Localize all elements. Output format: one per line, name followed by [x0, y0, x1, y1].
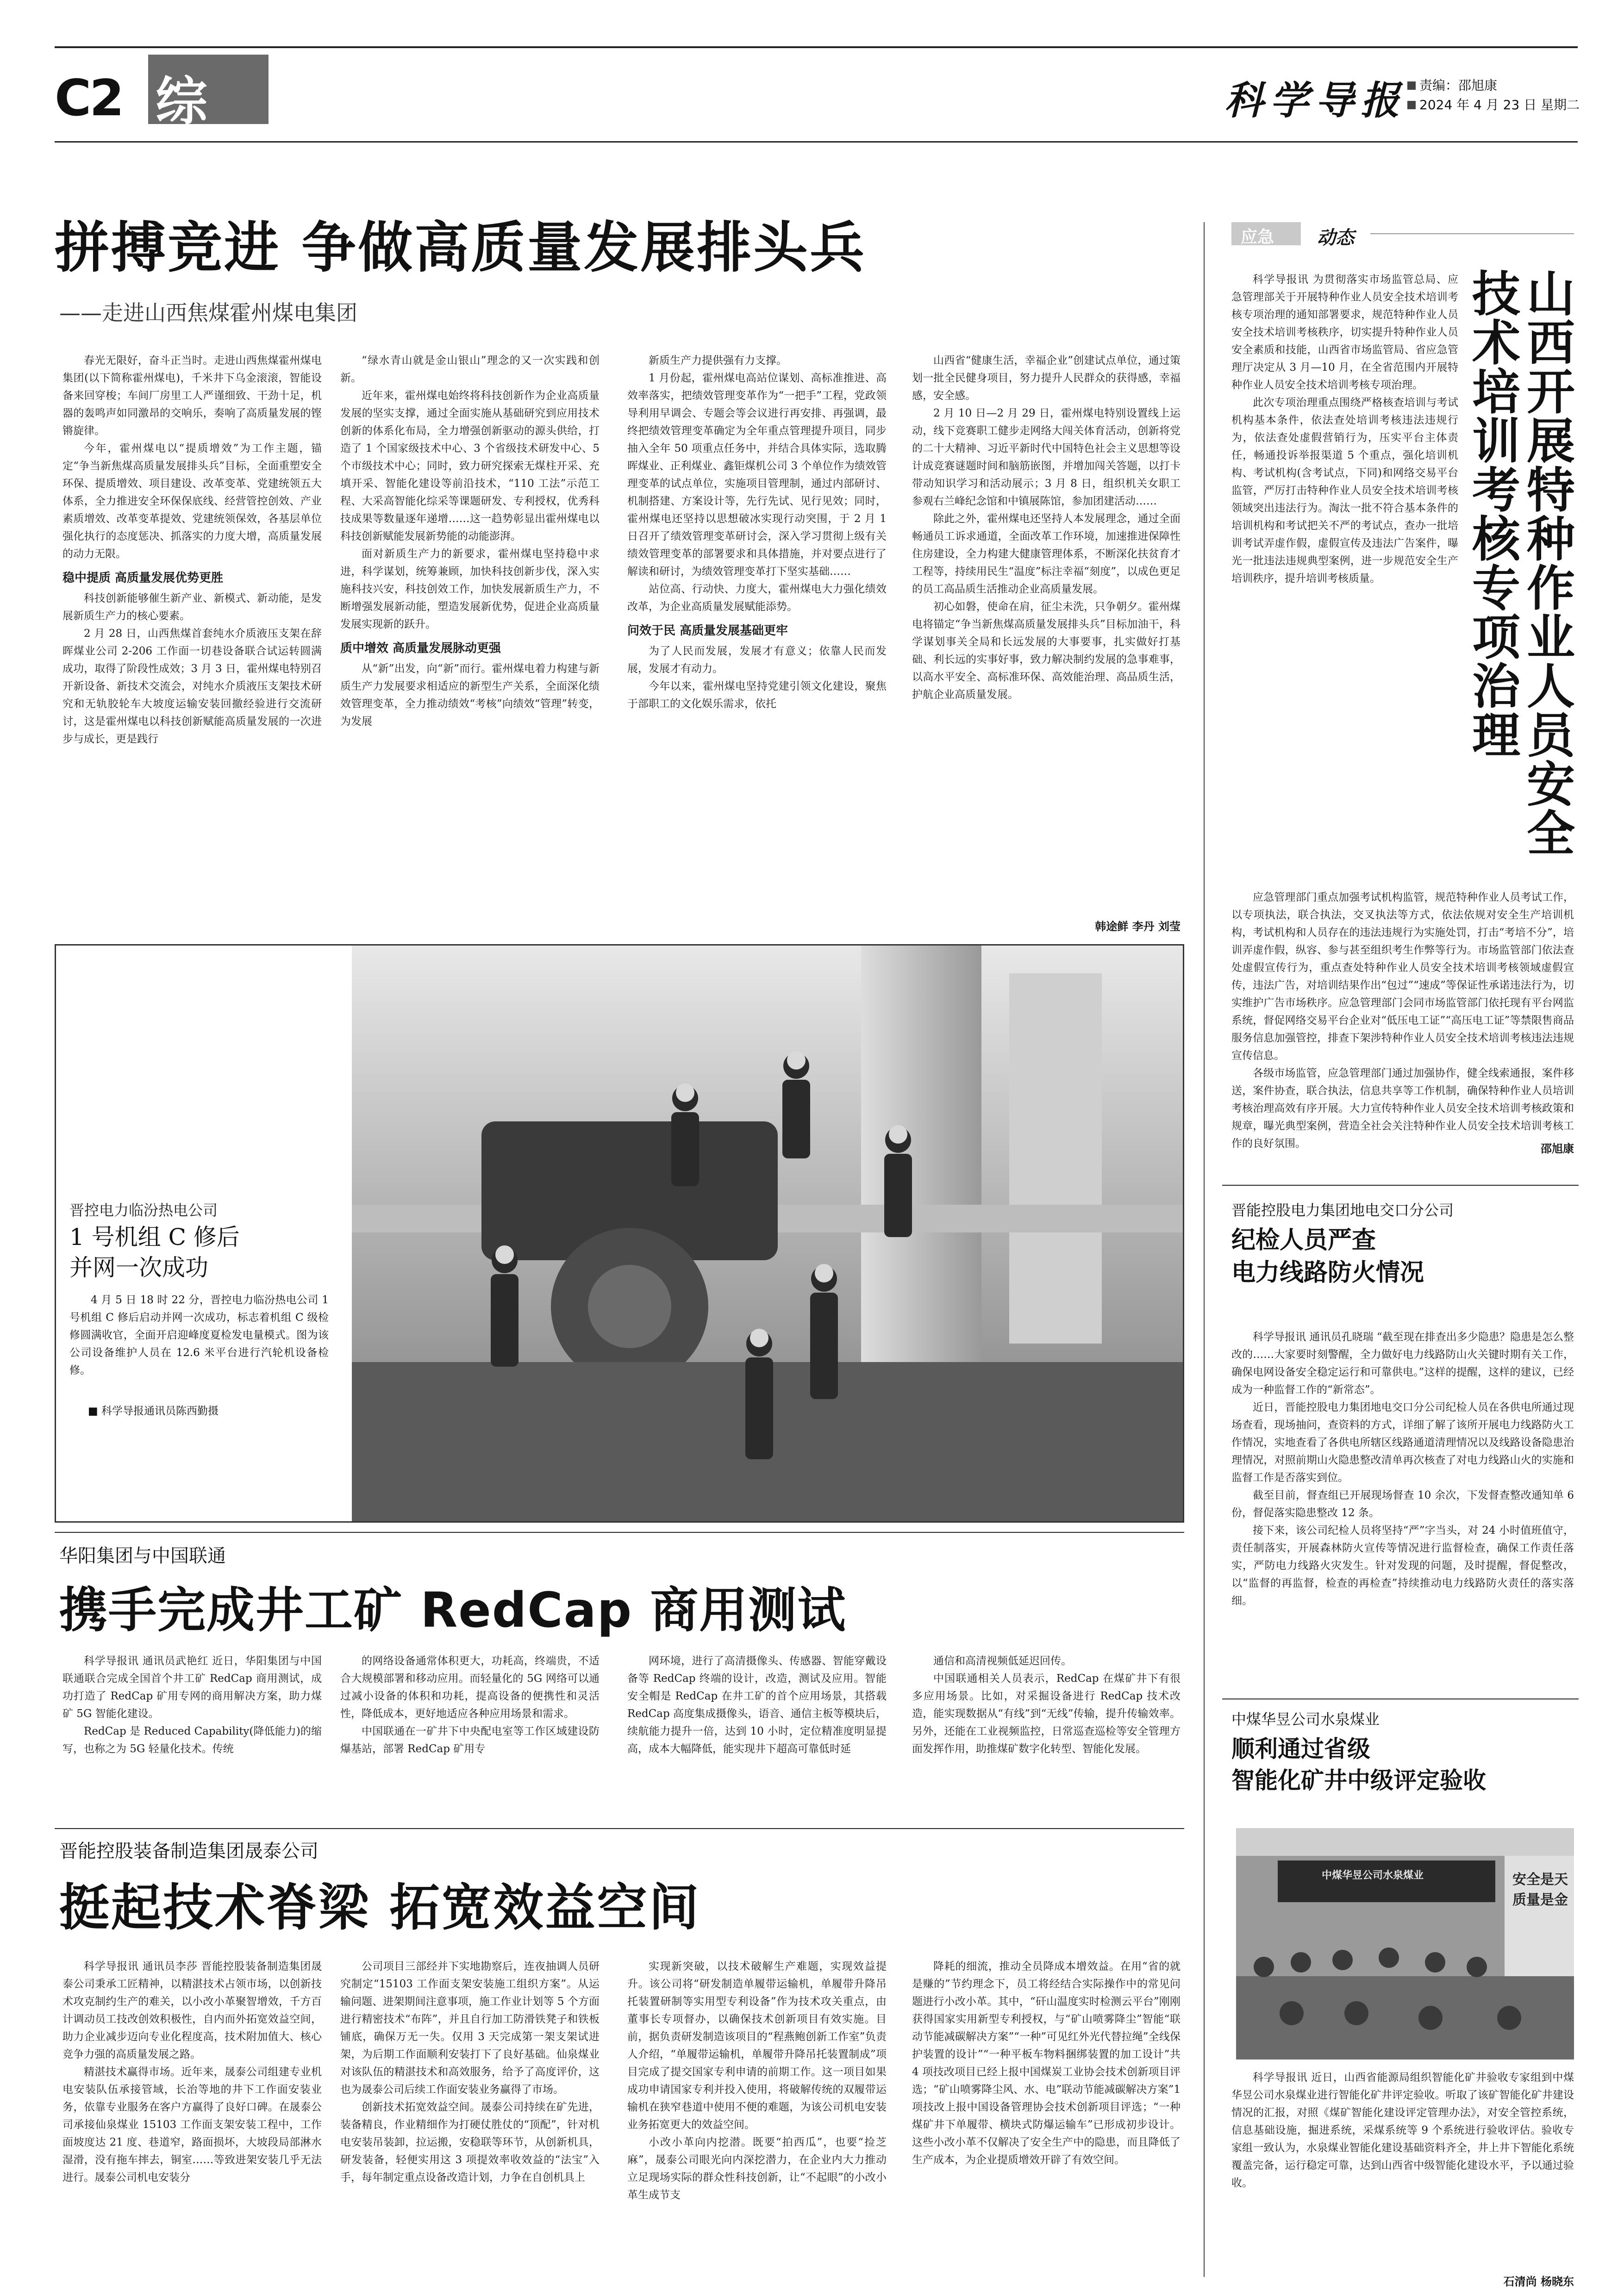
meeting-photo-art [1236, 1828, 1574, 2060]
redcap-column-4: 通信和高清视频低延迟回传。 中国联通相关人员表示，RedCap 在煤矿井下有很多应用场景。比如，对采掘设备进行 RedCap 技术改造，能实现数据从“有线”到“无线”传输，提升传输效率。另外，还能在工业视频监控，日常巡查巡检等安全管理方面发挥作用，助推煤矿数字化转型、智能化发展。 [912, 1655, 1181, 1755]
meeting-photo-banner: 中煤华昱公司水泉煤业 [1321, 1870, 1424, 1881]
lead-column-2: “绿水青山就是金山银山”理念的又一次实践和创新。 近年来，霍州煤电始终将科技创新作为企业高质量发展的坚实支撑，通过全面实施从基础研究到应用技术创新的体系化布局，全力增强创新驱动的源头供给，打造了 1 个国家级技术中心、3 个省级技术研发中心、5 个市级技术中心；同时，致力研究探索无煤柱开采、充填开采、智能化建设等前沿技术，“110 工法”示范工程、大采高智能化综采等课题研发、专利授权，优秀科技成果等数量逐年递增……这一趋势彰显出霍州煤电以科技创新赋能发展新势能的动能澎湃。 面对新质生产力的新要求，霍州煤电坚持稳中求进，科学谋划，统筹兼顾，加快科技创新步伐，深入实施科技兴安，科技创效工作，加快发展新质生产力，不断增强发展新动能，塑造发展新优势，促进企业高质量发展实现新的跃升。 质中增效 高质量发展脉动更强 从“新”出发，向“新”而行。霍州煤电着力构建与新质生产力发展要求相适应的新型生产关系，全面深化绩效管理变革，全力推动绩效“考核”向绩效“管理”转变，为发展 [340, 355, 600, 728]
redcap-title: 携手完成井工矿 RedCap 商用测试 [59, 1582, 847, 1638]
redcap-column-3: 网环境，进行了高清摄像头、传感器、智能穿戴设备等 RedCap 终端的设计，改造，测试及应用。智能安全帽是 RedCap 在井工矿的首个应用场景，其搭载 RedCap 高度集成摄像头，语音、通信主板等模块后，续航能力提升一倍，达到 10 小时，定位精准度明显提高，成本大幅降低，能实现井下超高可靠低时延 [627, 1655, 887, 1755]
issue-date: 2024 年 4 月 23 日 星期二 [1419, 97, 1580, 112]
photo-title: 1 号机组 C 修后 并网一次成功 [69, 1224, 240, 1281]
lead-subhead-3: 问效于民 高质量发展基础更牢 [627, 624, 788, 638]
sidebar-tag-b: 动态 [1317, 227, 1354, 249]
sidebar-tag [1231, 222, 1579, 249]
photo-caption: 4 月 5 日 18 时 22 分，晋控电力临汾热电公司 1 号机组 C 修后启动并网一次成功，标志着机组 C 级检修圆满收官，全面开启迎峰度夏检发电量模式。图为该公司设备维护人员在 12.6 米平台进行汽轮机设备检修。 [69, 1294, 329, 1376]
redcap-column-2: 的网络设备通常体积更大，功耗高，终端贵，不适合大规模部署和移动应用。而轻量化的 5G 网络可以通过减小设备的体积和功耗，提高设备的便携性和灵活性，降低成本，更好地适应各种应用场景和需求。 中国联通在一矿井下中央配电室等工作区域建设防爆基站，部署 RedCap 矿用专 [340, 1655, 600, 1755]
lead-subhead-1: 稳中提质 高质量发展优势更胜 [62, 571, 224, 585]
maintenance-photo [352, 946, 1183, 1521]
shengtai-title: 挺起技术脊梁 拓宽效益空间 [59, 1879, 701, 1937]
paper-name: 科学导报 [1224, 77, 1406, 123]
sidebar-body-upper: 科学导报讯 为贯彻落实市场监管总局、应急管理部关于开展特种作业人员安全技术培训考核专项治理的通知部署要求，规范特种作业人员安全技术培训考核秩序，切实提升特种作业人员安全素质和技能，山西省市场监管局、省应急管理厅决定从 3 月—10 月，在全省范围内开展特种作业人员安全技术培训考核专项治理。 此次专项治理重点围绕严格核查培训与考试机构基本条件，依法查处培训考核违法违规行为，依法查处虚假营销行为，压实平台主体责任，畅通投诉举报渠道 5 个重点，强化培训机构、考试机构(含考试点，下同)和网络交易平台监管，严厉打击特种作业人员安全技术培训考核领域突出违法行为。淘汰一批不符合基本条件的培训机构和考试把关不严的考试点，查办一批培训考试弄虚作假，虚假宣传及违法广告案件，曝光一批违法违规典型案例，进一步规范安全生产培训秩序，提升培训考核质量。 [1231, 274, 1458, 585]
right-column-divider [1204, 222, 1205, 2277]
lead-byline: 韩途鲜 李丹 刘莹 [1095, 920, 1181, 933]
section-name: 综合 [156, 72, 216, 206]
right2-body: 科学导报讯 通讯员孔晓瑞 “截至现在排查出多少隐患？隐患是怎么整改的……大家要时刻警醒，全力做好电力线路防山火关键时期有关工作，确保电网设备安全稳定运行和可靠供电。”这样的提醒，这样的建议，已经成为一种监督工作的“新常态”。 近日，晋能控股电力集团地电交口分公司纪检人员在各供电所通过现场查看，现场抽问，查资料的方式，详细了解了该所开展电力线路防火工作情况，实地查看了各供电所辖区线路通道清理情况以及线路设备隐患治理情况，对照前期山火隐患整改清单再次核查了对电力线路山火的实施和监督工作是否落实到位。 截至目前，督查组已开展现场督查 10 余次，下发督查整改通知单 6 份，督促落实隐患整改 12 条。 接下来，该公司纪检人员将坚持“严”字当头，对 24 小时值班值守，责任制落实，开展森林防火宣传等情况进行监督检查，确保工作责任落实，严防电力线路火灾发生。针对发现的问题，及时提醒，督促整改，以“监督的再监督，检查的再检查”持续推动电力线路防火责任的落实落细。 [1231, 1331, 1574, 1607]
right2-title: 纪检人员严查 电力线路防火情况 [1231, 1226, 1424, 1287]
photo-credit: ■ 科学导报通讯员陈西勤摄 [88, 1405, 219, 1417]
lead-column-4: 山西省“健康生活，幸福企业”创建试点单位，通过策划一批全民健身项目，努力提升人民群众的获得感，幸福感，安全感。 2 月 10 日—2 月 29 日，霍州煤电特别设置线上运动，线下竞赛职工健步走网络大闯关体育活动，创新将党的二十大精神、习近平新时代中国特色社会主义思想等设计成竞赛谜题时间和脑筋嵌图，并增加闯关答题，以打卡带动知识学习和活动展示；3 月 8 日，组织机关女职工参观右兰峰纪念馆和中镇展陈馆，参加团建活动…… 除此之外，霍州煤电还坚持人本发展理念，通过全面畅通员工诉求通道，全面改革工作环境，加速推进保障性住房建设，全力构建大健康管理体系，不断深化扶贫育才工程等，持续用民生“温度”标注幸福“刻度”，以成色更足的员工高品质生活推动企业高质量发展。 初心如磐，使命在肩，征尘未洗，只争朝夕。霍州煤电将锚定“争当新焦煤高质量发展排头兵”目标加油干，科学谋划事关全局和长远发展的大事要事，扎实做好打基础、利长远的实事好事，致力解决制约发展的急事难事，以高水平安全、高标准环保、高效能治理、高品质生活，护航企业高质量发展。 [912, 355, 1181, 701]
lead-title: 拼搏竞进 争做高质量发展排头兵 [55, 216, 867, 280]
lead-column-3: 新质生产力提供强有力支撑。 1 月份起，霍州煤电高站位谋划、高标准推进、高效率落实，把绩效管理变革作为“一把手”工程，党政领导利用早调会、专题会等会议进行再安排、再强调，最终把绩效管理变革确定为全年重点管理提升项目，同步抽入全年 50 项重点任务中，并结合具体实际，选取腾晖煤业、正利煤业、鑫钜煤机公司 3 个单位作为绩效管理变革的试点单位，实施项目管理制，通过内部研讨、机制搭建、方案设计等，先行先试、见行见效；同时，霍州煤电还坚持以思想破冰实现行动突围，于 2 月 1 日召开了绩效管理变革研讨会，深入学习贯彻上级有关绩效管理变革的部署要求和具体措施，并对要点进行了解读和研讨，为绩效管理变革打下坚实基础…… 站位高、行动快、力度大，霍州煤电大力强化绩效改革，为企业高质量发展赋能添势。 问效于民 高质量发展基础更牢 为了人民而发展，发展才有意义；依靠人民而发展，发展才有动力。 今年以来，霍州煤电坚持党建引领文化建设，聚焦于部职工的文化娱乐需求，依托 [627, 355, 887, 710]
right3-byline: 石清尚 杨晓东 [1503, 2275, 1574, 2288]
lead-column-1: 春光无限好，奋斗正当时。走进山西焦煤霍州煤电集团(以下简称霍州煤电)，千米井下乌金滚滚，智能设备来回穿梭；车间厂房里工人严谨细致、干劲十足，机器的轰鸣声如同激昂的交响乐，奏响了高质量发展的铿锵旋律。 今年，霍州煤电以“提质增效”为工作主题，锚定“争当新焦煤高质量发展排头兵”目标，全面重塑安全环保、提质增效、项目建设、改革变革、党建统领五大体系，全力推进安全环保保底线、经营管控创效、产业素质增效、改革变革提效、党建统领保效，各基层单位强化执行的态度惩决、抓落实的力度大增，高质量发展的动力无限。 稳中提质 高质量发展优势更胜 科技创新能够催生新产业、新模式、新动能，是发展新质生产力的核心要素。 2 月 28 日，山西焦煤首套纯水介质液压支架在辞晖煤业公司 2-206 工作面一切巷设备联合试运转圆满成功，取得了阶段性成效；3 月 3 日，霍州煤电特别召开新设备、新技术交流会，对纯水介质液压支架技术研究和无轨胶轮车大坡度运输安装回撤经验进行交流研讨，这是霍州煤电以科技创新赋能高质量发展的一次进步与成长，更是践行 [62, 355, 322, 745]
shengtai-column-2: 公司项目三部经并下实地勘察后，连夜抽调人员研究制定“15103 工作面支架安装施工组织方案”。从运输问题、进架期间注意事项，施工作业计划等 5 个方面进行精密技术“布阵”，并且自行加工防滑铁凳子和铁板铺底，确保万无一失。仅用 3 天完成第一架支架试进架，为后期工作面顺利安装打下了良好基础。仙泉煤业对该队伍的精湛技术和高效服务，给予了高度评价，这也为晟泰公司后续工作面安装业务赢得了市场。 创新技术拓宽效益空间。晟泰公司持续在矿先进，装备精良，作业精细作为打硬仗胜仗的“顶配”，针对机电安装吊装卸，拉运搬，安稳联等环节，从创新机具，研发装备，轻便实用这 3 项提效率收效益的“法宝”入手，每年制定重点设备改造计划，力争在自创机具上 [340, 1960, 600, 2184]
shengtai-column-4: 降耗的细流，推动全员降成本增效益。在用“省的就是赚的”节约理念下，员工将经结合实际操作中的常见问题进行小改小革。其中，“矸山温度实时检测云平台”刚刚获得国家实用新型专利授权，与“矿山喷雾降尘”智能“联动节能减碳解决方案”“一种”可见红外光代替拉绳”全线保护装置的设计”“一种平板车物料捆绑装置的加工设计”共 4 项技改项目已经上报中国煤炭工业协会技术创新项目评选；“矿山喷雾降尘风、水、电”联动节能减碳解决方案”1 项技改上报中国设备管理协会技术创新项目评选；“一种煤矿井下单履带、横块式防爆运输车”已形成初步设计。这些小改小革不仅解决了安全生产中的隐患，而且降低了生产成本，为企业提质增效开辟了有效空间。 [912, 1960, 1181, 2166]
sidebar-title: 山西开展特种作业人员安全技术培训考核专项治理 [1464, 268, 1575, 857]
redcap-kicker: 华阳集团与中国联通 [59, 1545, 226, 1567]
page-number: C2 [55, 69, 123, 127]
maintenance-photo-art [352, 946, 1183, 1521]
header-info [1407, 76, 1580, 115]
meeting-photo-slogan: 安全是天 质量是金 [1512, 1872, 1568, 1908]
shengtai-column-3: 实现新突破，以技术破解生产难题，实现效益提升。该公司将“研发制造单履带运输机，单履带升降吊托装置研制等实用型专利设备”作为技术攻关重点，由董事长专项督办，以确保技术创新项目有效实施。目前，据负责研发制造该项目的“程燕鲍创新工作室”负责人介绍，“单履带运输机，单履带升降吊托装置制成”项目完成了提交国家专利申请的前期工作。这一项目如果成功申请国家专利并投入使用，将破解传统的双履带运输机在狭窄巷道中使用不便的难题，为该公司机电安装业务拓宽更大的效益空间。 小改小革向内挖潜。既要“拍西瓜”，也要“捡芝麻”，晟泰公司眼光向内深挖潜力，在企业内大力推动立足现场实际的群众性科技创新，让“不起眼”的小改小革生成节支 [627, 1960, 887, 2201]
sidebar-byline: 邵旭康 [1541, 1142, 1574, 1155]
shengtai-kicker: 晋能控股装备制造集团晟泰公司 [59, 1841, 319, 1862]
photo-unit: 晋控电力临汾热电公司 [69, 1201, 218, 1219]
lead-subtitle: ——走进山西焦煤霍州煤电集团 [59, 300, 357, 325]
right3-kicker: 中煤华昱公司水泉煤业 [1231, 1711, 1380, 1728]
sidebar-tag-a: 应急 [1241, 228, 1274, 247]
redcap-top-rule [55, 1532, 1184, 1533]
shengtai-top-rule [55, 1828, 1184, 1829]
right3-body: 科学导报讯 近日，山西省能源局组织智能化矿井验收专家组到中煤华昱公司水泉煤业进行智能化矿井评定验收。听取了该矿智能化矿井建设情况的汇报，对照《煤矿智能化建设评定管理办法》，对安全管控系统，信息基础设施，掘进系统，采煤系统等 9 个系统进行验收评估。验收专家组一致认为，水泉煤业智能化建设基础资料齐全，井上井下智能化系统覆盖完备，运行稳定可靠，达到山西省中级智能化建设水平，予以通过验收。 [1231, 2072, 1574, 2189]
right3-title: 顺利通过省级 智能化矿井中级评定验收 [1231, 1736, 1486, 1794]
editor: 责编：邵旭康 [1419, 78, 1498, 93]
lead-subhead-2: 质中增效 高质量发展脉动更强 [340, 641, 501, 655]
header-bottom-rule [55, 141, 1578, 143]
right2-top-rule [1222, 1185, 1579, 1186]
shengtai-column-1: 科学导报讯 通讯员李莎 晋能控股装备制造集团晟泰公司秉承工匠精神，以精湛技术占领市场，以创新技术攻克制约生产的难关，以小改小革聚智增效，千方百计调动员工技改创效积极性，自内而外拓宽效益空间，助力企业减步迈向专业化程度高，技术附加值大、核心竞争力强的高质量发展之路。 精湛技术赢得市场。近年来，晟泰公司组建专业机电安装队伍承接管域，长治等地的井下工作面安装业务，依靠专业服务在客户方赢得了良好口碑。在晟泰公司承接仙泉煤业 15103 工作面支架安装工程中，工作面坡度达 21 度、巷道窄，路面损坏，大坡段局部淋水湿滑，没有拖车摔去，铜室……等致进架安装几乎无法进行。晟泰公司机电安装分 [62, 1960, 322, 2184]
section-badge [148, 55, 269, 206]
header-top-rule [55, 46, 1578, 48]
sidebar-body-lower: 应急管理部门重点加强考试机构监管，规范特种作业人员考试工作，以专项执法，联合执法，交叉执法等方式，依法依规对安全生产培训机构，考试机构和人员存在的违法违规行为实施处罚，打击“考培不分”，培训弄虚作假，纵容、参与甚至组织考生作弊等行为。市场监管部门依法查处虚假宣传行为，重点查处特种作业人员安全技术培训考核领域虚假宣传，违法广告，对培训结果作出“包过”“速成”等保证性承诺违法行为，切实维护广告市场秩序。应急管理部门会同市场监管部门依托现有平台网监系统，督促网络交易平台企业对“低压电工证”“高压电工证”等禁限售商品服务信息加强管控，排查下架涉特种作业人员安全技术培训考核违法违规宣传信息。 各级市场监管，应急管理部门通过加强协作，健全线索通报，案件移送，案件协查，联合执法，信息共享等工作机制，确保特种作业人员培训考核治理高效有序开展。大力宣传特种作业人员安全技术培训考核政策和规章，曝光典型案例，营造全社会关注特种作业人员安全技术培训考核工作的良好氛围。 [1231, 891, 1574, 1150]
meeting-photo [1236, 1828, 1574, 2060]
redcap-column-1: 科学导报讯 通讯员武艳红 近日，华阳集团与中国联通联合完成全国首个井工矿 RedCap 商用测试，成功打造了 RedCap 矿用专网的商用解决方案，助力煤矿 5G 智能化建设。 RedCap 是 Reduced Capability(降低能力)的缩写，也称之为 5G 轻量化技术。传统 [62, 1655, 322, 1755]
right2-kicker: 晋能控股电力集团地电交口分公司 [1231, 1201, 1454, 1219]
